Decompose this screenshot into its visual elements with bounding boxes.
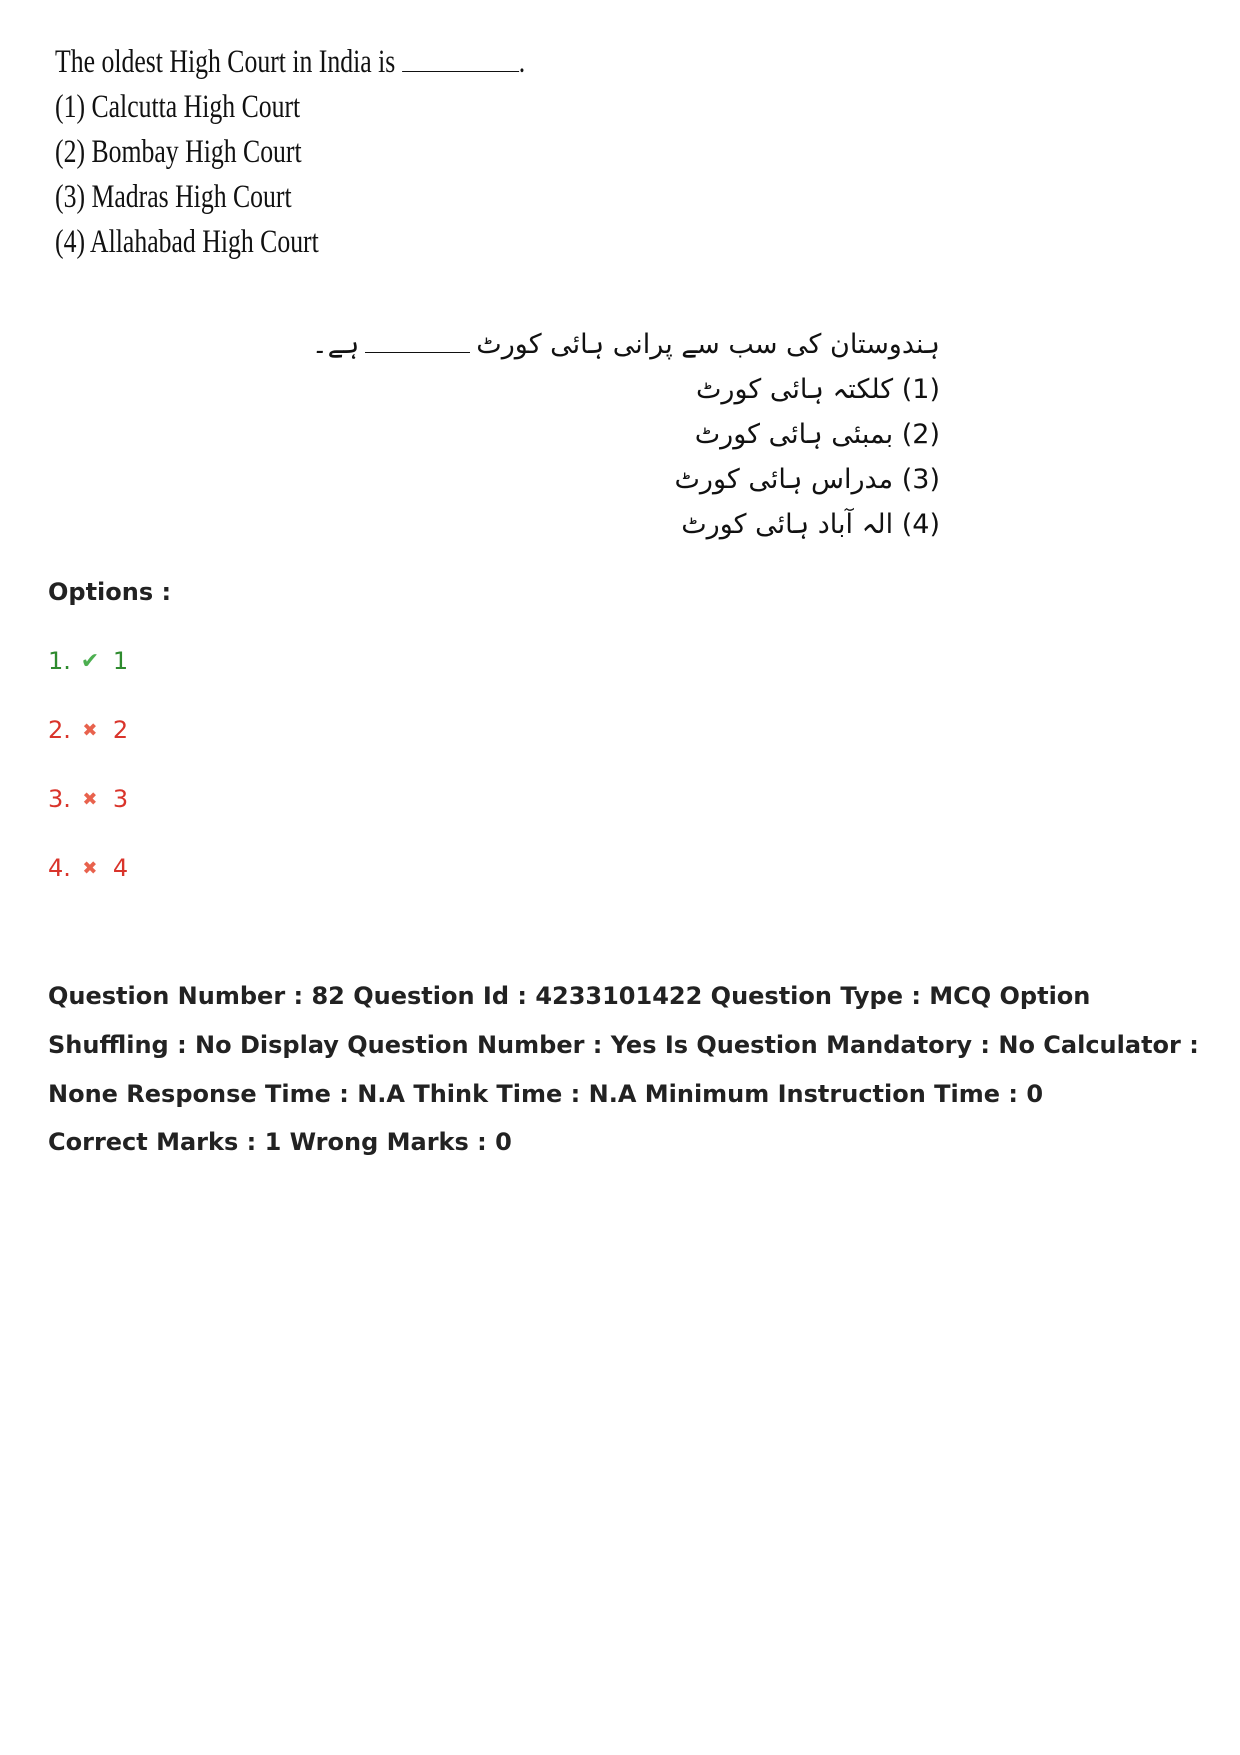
options-heading: Options : — [48, 578, 172, 606]
cross-icon: ✖ — [82, 788, 98, 810]
option-1[interactable] — [48, 647, 128, 675]
marks-info: Correct Marks : 1 Wrong Marks : 0 — [48, 1128, 512, 1156]
check-icon: ✔ — [80, 648, 100, 674]
answer-blank — [402, 45, 519, 72]
question-stem-en: The oldest High Court in India is . — [55, 44, 526, 80]
answer-blank-ur — [365, 328, 470, 353]
choice-ur-1: (1) کلکتہ ہائی کورٹ — [695, 374, 940, 405]
question-english — [55, 40, 525, 265]
choice-ur-3: (3) مدراس ہائی کورٹ — [674, 464, 940, 495]
option-number: 4. — [48, 854, 71, 882]
option-number: 2. — [48, 716, 71, 744]
option-2[interactable] — [48, 716, 128, 744]
question-urdu — [312, 322, 940, 547]
option-3[interactable] — [48, 785, 128, 813]
choice-ur-4: (4) الہ آباد ہائی کورٹ — [681, 509, 940, 540]
cross-icon: ✖ — [82, 857, 98, 879]
option-number: 1. — [48, 647, 71, 675]
choice-en-4: (4) Allahabad High Court — [55, 224, 319, 260]
question-stem-ur: ہندوستان کی سب سے پرانی ہائی کورٹہے۔ — [311, 329, 940, 360]
option-value: 2 — [112, 716, 129, 744]
choice-en-2: (2) Bombay High Court — [55, 134, 302, 170]
option-value: 3 — [112, 785, 129, 813]
option-value: 4 — [112, 854, 129, 882]
option-value: 1 — [112, 647, 129, 675]
option-number: 3. — [48, 785, 71, 813]
option-4[interactable] — [48, 854, 128, 882]
cross-icon: ✖ — [82, 719, 98, 741]
choice-en-1: (1) Calcutta High Court — [55, 89, 301, 125]
question-metadata: Question Number : 82 Question Id : 4233101422 Question Type : MCQ Option Shuffling : No Display Question Number : Yes Is Question Mandatory : No Calculator : None Response Time : N.A Think Time : N.A Minimum Instruction Time : 0 — [48, 982, 1199, 1108]
choice-en-3: (3) Madras High Court — [55, 179, 292, 215]
choice-ur-2: (2) بمبئی ہائی کورٹ — [694, 419, 940, 450]
